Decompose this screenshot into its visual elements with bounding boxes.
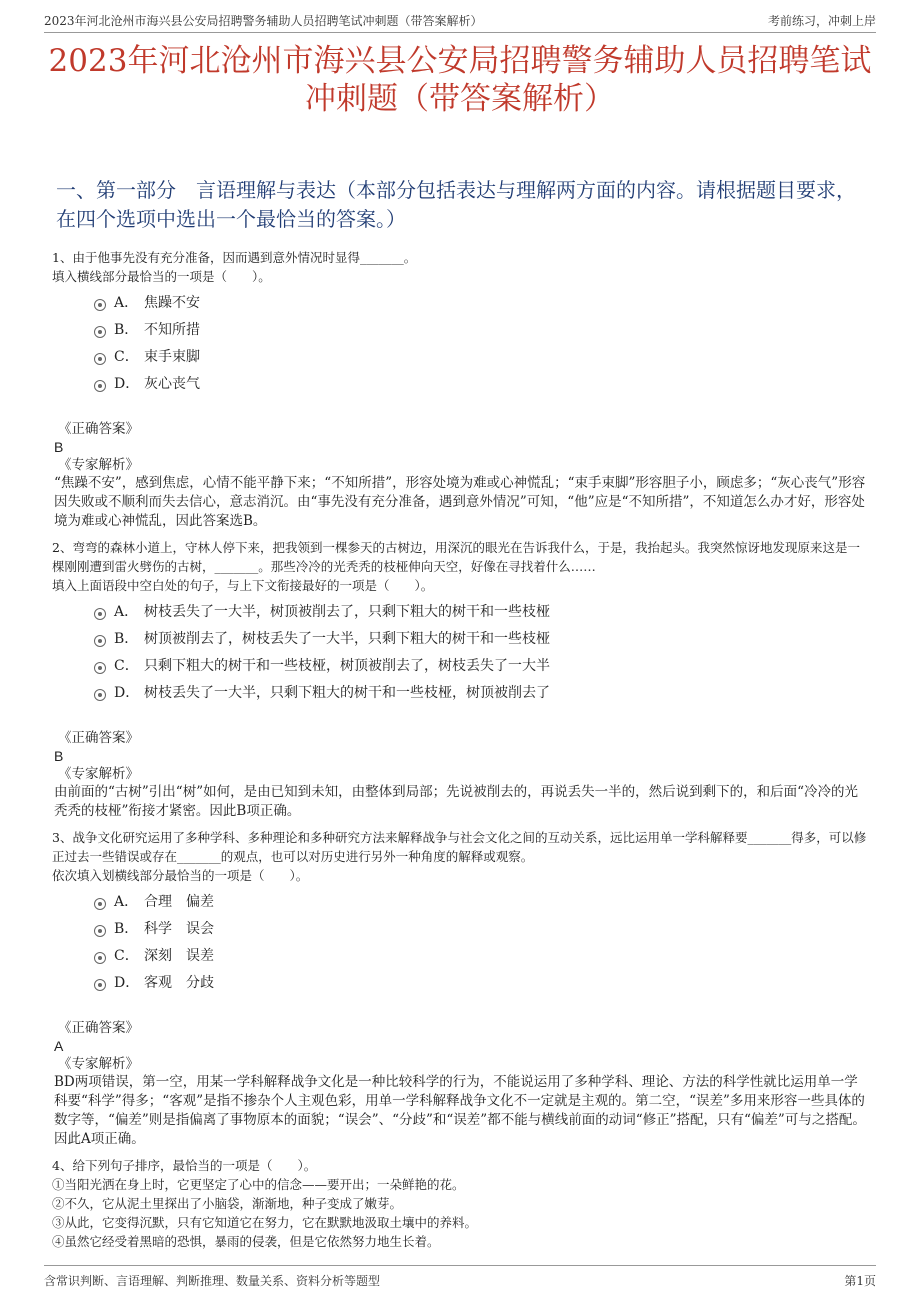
question-stem: 4、给下列句子排序，最恰当的一项是（ ）。 bbox=[52, 1158, 317, 1173]
analysis-text: BD两项错误，第一空，用某一学科解释战争文化是一种比较科学的行为，不能说运用了多种学科、理论、方法的科学性就比运用单一学科要“科学”得多；“客观”是指不掺杂个人主观色彩，用单一学科解释战争文化不一定就是主观的。第二空，“误差”多用来形容一些具体的数字等，“偏差”则是指偏离了事物原本的面貌；“误会”、“分歧”和“误差”都不能与横线前面的动词“修正”搭配，只有“偏差”可与之搭配。因此A项正确。 bbox=[54, 1074, 866, 1147]
running-header bbox=[44, 10, 876, 33]
analysis-label: 《专家解析》 bbox=[58, 766, 139, 782]
question-stem: 3、战争文化研究运用了多种学科、多种理论和多种研究方法来解释战争与社会文化之间的互动关系，远比运用单一学科解释要_______得多，可以修正过去一些错误或存在_______的观点，也可以对历史进行另外一种角度的解释或观察。 bbox=[52, 830, 867, 864]
analysis-label: 《专家解析》 bbox=[58, 1056, 139, 1072]
option-b[interactable]: B． 科学 误会 bbox=[52, 916, 870, 943]
section-heading: 一、第一部分 言语理解与表达（本部分包括表达与理解两方面的内容。请根据题目要求，在四个选项中选出一个最恰当的答案。） bbox=[56, 178, 856, 231]
page-footer bbox=[44, 1265, 876, 1292]
answer-value: A bbox=[54, 1038, 64, 1054]
question-prompt: 填入上面语段中空白处的句子，与上下文衔接最好的一项是（ ）。 bbox=[52, 578, 434, 593]
radio-icon[interactable] bbox=[94, 380, 106, 392]
page-number: 第1页 bbox=[844, 1274, 876, 1288]
radio-icon[interactable] bbox=[94, 925, 106, 937]
question-stem: 1、由于他事先没有充分准备，因而遇到意外情况时显得_______。 bbox=[52, 250, 417, 265]
option-a[interactable]: A． 树枝丢失了一大半，树顶被削去了，只剩下粗大的树干和一些枝桠 bbox=[52, 599, 870, 626]
option-d[interactable]: D． 树枝丢失了一大半，只剩下粗大的树干和一些枝桠，树顶被削去了 bbox=[52, 680, 870, 707]
sentence-1: ①当阳光洒在身上时，它更坚定了心中的信念——要开出；一朵鲜艳的花。 bbox=[52, 1177, 465, 1192]
option-b[interactable]: B． 不知所措 bbox=[52, 317, 870, 344]
analysis-text: “焦躁不安”，感到焦虑，心情不能平静下来；“不知所措”，形容处境为难或心神慌乱；“束手束脚”形容胆子小，顾虑多；“灰心丧气”形容因失败或不顺利而失去信心，意志消沉。由“事先没有充分准备，遇到意外情况”可知，“他”应是“不知所措”，不知道怎么办才好，形容处境为难或心神慌乱，因此答案选B。 bbox=[54, 475, 866, 529]
analysis-text: 由前面的“古树”引出“树”如何，是由已知到未知，由整体到局部；先说被削去的，再说丢失一半的，然后说到剩下的，和后面“冷冷的光秃秃的枝桠”衔接才紧密。因此B项正确。 bbox=[54, 784, 859, 819]
radio-icon[interactable] bbox=[94, 326, 106, 338]
radio-icon[interactable] bbox=[94, 608, 106, 620]
option-d[interactable]: D． 客观 分歧 bbox=[52, 970, 870, 997]
radio-icon[interactable] bbox=[94, 662, 106, 674]
question-prompt: 填入横线部分最恰当的一项是（ ）。 bbox=[52, 269, 271, 284]
radio-icon[interactable] bbox=[94, 635, 106, 647]
option-list bbox=[52, 290, 870, 398]
question-1 bbox=[52, 248, 870, 531]
option-c[interactable]: C． 只剩下粗大的树干和一些枝桠，树顶被削去了，树枝丢失了一大半 bbox=[52, 653, 870, 680]
radio-icon[interactable] bbox=[94, 299, 106, 311]
header-doc-title: 2023年河北沧州市海兴县公安局招聘警务辅助人员招聘笔试冲刺题（带答案解析） bbox=[44, 14, 483, 28]
option-list bbox=[52, 599, 870, 707]
radio-icon[interactable] bbox=[94, 353, 106, 365]
option-a[interactable]: A． 焦躁不安 bbox=[52, 290, 870, 317]
radio-icon[interactable] bbox=[94, 952, 106, 964]
answer-value: B bbox=[54, 748, 64, 764]
question-2 bbox=[52, 538, 870, 821]
question-prompt: 依次填入划横线部分最恰当的一项是（ ）。 bbox=[52, 868, 309, 883]
option-list bbox=[52, 889, 870, 997]
answer-label: 《正确答案》 bbox=[58, 421, 139, 437]
question-3 bbox=[52, 828, 870, 1149]
header-slogan: 考前练习，冲刺上岸 bbox=[767, 14, 876, 28]
analysis-label: 《专家解析》 bbox=[58, 457, 139, 473]
sentence-3: ③从此，它变得沉默，只有它知道它在努力，它在默默地汲取土壤中的养料。 bbox=[52, 1215, 478, 1230]
option-b[interactable]: B． 树顶被削去了，树枝丢失了一大半，只剩下粗大的树干和一些枝桠 bbox=[52, 626, 870, 653]
radio-icon[interactable] bbox=[94, 689, 106, 701]
radio-icon[interactable] bbox=[94, 898, 106, 910]
option-a[interactable]: A． 合理 偏差 bbox=[52, 889, 870, 916]
sentence-4: ④虽然它经受着黑暗的恐惧，暴雨的侵袭，但是它依然努力地生长着。 bbox=[52, 1234, 440, 1249]
answer-value: B bbox=[54, 439, 64, 455]
option-d[interactable]: D． 灰心丧气 bbox=[52, 371, 870, 398]
page-title: 2023年河北沧州市海兴县公安局招聘警务辅助人员招聘笔试冲刺题（带答案解析） bbox=[48, 43, 872, 117]
question-stem: 2、弯弯的森林小道上，守林人停下来，把我领到一棵参天的古树边，用深沉的眼光在告诉我什么，于是，我抬起头。我突然惊讶地发现原来这是一棵刚刚遭到雷火劈伤的古树，_______。那些冷冷的光秃秃的枝桠伸向天空，好像在寻找着什么…… bbox=[52, 540, 860, 574]
radio-icon[interactable] bbox=[94, 979, 106, 991]
option-c[interactable]: C． 束手束脚 bbox=[52, 344, 870, 371]
answer-label: 《正确答案》 bbox=[58, 730, 139, 746]
sentence-2: ②不久，它从泥土里探出了小脑袋，渐渐地，种子变成了嫩芽。 bbox=[52, 1196, 403, 1211]
answer-label: 《正确答案》 bbox=[58, 1020, 139, 1036]
question-4 bbox=[52, 1156, 870, 1251]
footer-topics: 含常识判断、言语理解、判断推理、数量关系、资料分析等题型 bbox=[44, 1274, 381, 1288]
option-c[interactable]: C． 深刻 误差 bbox=[52, 943, 870, 970]
